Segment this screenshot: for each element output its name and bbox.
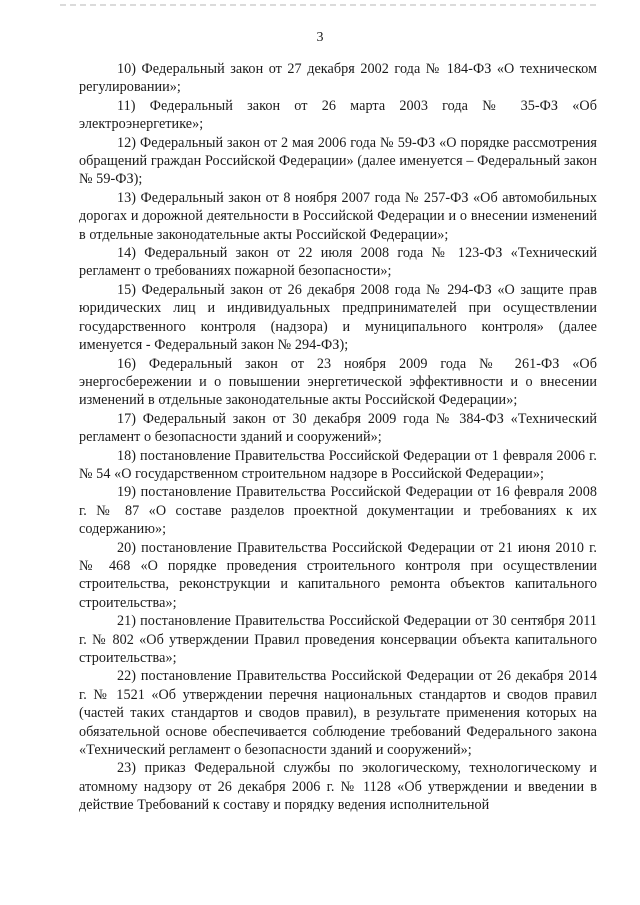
list-item: 12) Федеральный закон от 2 мая 2006 года № 59-ФЗ «О порядке рассмотрения обращений граждан Российской Федерации» (далее именуется – Федеральный закон № 59-ФЗ); [79,134,597,188]
page-number: 3 [316,30,324,45]
list-item: 21) постановление Правительства Российской Федерации от 30 сентября 2011 г. № 802 «Об утверждении Правил проведения консервации объекта капитального строительства»; [79,613,597,666]
list-item: 11) Федеральный закон от 26 марта 2003 года № 35-ФЗ «Об электроэнергетике»; [79,97,597,133]
list-item: 22) постановление Правительства Российской Федерации от 26 декабря 2014 г. № 1521 «Об утверждении перечня национальных стандартов и сводов правил (частей таких стандартов и сводов правил), в результате применения которых на обязательной основе обеспечивается соблюдение требований Федерального закона «Технический регламент о безопасности зданий и сооружений»; [79,668,597,759]
list-item: 20) постановление Правительства Российской Федерации от 21 июня 2010 г. № 468 «О порядке проведения строительного контроля при осуществлении строительства, реконструкции и капитального ремонта объектов капитального строительства»; [79,539,597,611]
list-item: 17) Федеральный закон от 30 декабря 2009 года № 384-ФЗ «Технический регламент о безопасности зданий и сооружений»; [79,410,597,446]
list-item: 18) постановление Правительства Российской Федерации от 1 февраля 2006 г. № 54 «О государственном строительном надзоре в Российской Федерации»; [79,447,597,482]
document-body [79,60,597,815]
list-item: 16) Федеральный закон от 23 ноября 2009 года № 261-ФЗ «Об энергосбережении и о повышении энергетической эффективности и о внесении изменений в отдельные законодательные акты Российской Федерации»; [79,355,597,409]
list-item: 15) Федеральный закон от 26 декабря 2008 года № 294-ФЗ «О защите прав юридических лиц и индивидуальных предпринимателей при осуществлении государственного контроля (надзора) и муниципального контроля» (далее именуется - Федеральный закон № 294-ФЗ); [79,281,597,354]
list-item: 13) Федеральный закон от 8 ноября 2007 года № 257-ФЗ «Об автомобильных дорогах и дорожной деятельности в Российской Федерации и о внесении изменений в отдельные законодательные акты Российской Федерации»; [79,189,597,243]
list-item: 23) приказ Федеральной службы по экологическому, технологическому и атомному надзору от 26 декабря 2006 г. № 1128 «Об утверждении и введении в действие Требований к составу и порядку ведения исполнительной [79,760,597,814]
list-item: 14) Федеральный закон от 22 июля 2008 года № 123-ФЗ «Технический регламент о требованиях пожарной безопасности»; [79,245,597,280]
scan-artifact-top [60,4,600,6]
list-item: 10) Федеральный закон от 27 декабря 2002 года № 184-ФЗ «О техническом регулировании»; [79,61,597,96]
list-item: 19) постановление Правительства Российской Федерации от 16 февраля 2008 г. № 87 «О составе разделов проектной документации и требованиях к их содержанию»; [79,484,597,538]
